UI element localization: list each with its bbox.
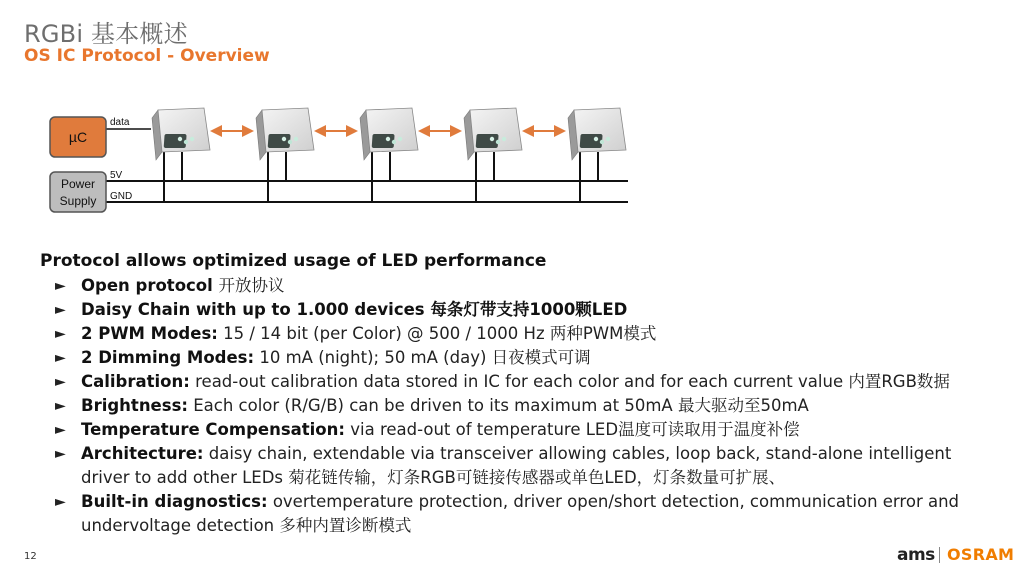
led-module: [464, 108, 522, 202]
feature-list: [55, 274, 1005, 538]
feature-description: 开放协议: [218, 276, 285, 295]
gnd-label: GND: [110, 191, 133, 202]
feature-label: Temperature Compensation:: [81, 420, 345, 439]
feature-item: [55, 418, 1005, 442]
feature-item: [55, 370, 1005, 394]
v5-label: 5V: [110, 170, 123, 181]
feature-description: via read-out of temperature LED温度可读取用于温度补偿: [345, 420, 800, 439]
feature-item: [55, 490, 1005, 538]
led-lens: [580, 134, 603, 148]
feature-label: Calibration:: [81, 372, 190, 391]
led-chip: [490, 137, 494, 141]
bullet-arrow-icon: ►: [55, 326, 66, 342]
led-chip: [190, 137, 194, 141]
feature-description: 15 / 14 bit (per Color) @ 500 / 1000 Hz 两种PWM模式: [217, 324, 657, 343]
led-chip: [606, 137, 610, 141]
content-heading: Protocol allows optimized usage of LED performance: [40, 251, 547, 271]
slide-title: RGBi 基本概述: [24, 20, 188, 48]
bullet-arrow-icon: ►: [55, 278, 66, 294]
led-module: [256, 108, 314, 202]
daisy-chain-diagram: [0, 0, 1018, 240]
page-number: 12: [24, 551, 37, 562]
feature-item: [55, 346, 1005, 370]
led-chip: [600, 140, 604, 144]
led-lens: [372, 134, 395, 148]
led-chip: [398, 137, 402, 141]
bullet-arrow-icon: ►: [55, 350, 66, 366]
led-chip: [282, 137, 286, 141]
bullet-arrow-icon: ►: [55, 494, 66, 510]
led-chip: [392, 140, 396, 144]
led-chip: [184, 140, 188, 144]
ams-logo: ams: [897, 545, 935, 565]
microcontroller-label: µC: [68, 129, 88, 145]
osram-logo: OSRAM: [947, 545, 1015, 564]
led-lens: [476, 134, 499, 148]
bullet-arrow-icon: ►: [55, 374, 66, 390]
data-label: data: [110, 117, 130, 128]
led-lens: [164, 134, 187, 148]
power-supply-label-2: Supply: [59, 194, 97, 208]
feature-label: Architecture:: [81, 444, 204, 463]
feature-label: Built-in diagnostics:: [81, 492, 268, 511]
power-supply-label-1: Power: [60, 177, 96, 191]
bullet-arrow-icon: ►: [55, 422, 66, 438]
led-module: [152, 108, 210, 202]
bullet-arrow-icon: ►: [55, 446, 66, 462]
feature-description: 10 mA (night); 50 mA (day) 日夜模式可调: [254, 348, 591, 367]
feature-description: daisy chain, extendable via transceiver allowing cables, loop back, stand-alone intelligent driver to add other LEDs 菊花链传输，灯条RGB可链接传感器或单色LED，灯条数量可扩展、: [81, 444, 952, 487]
feature-label: 2 Dimming Modes:: [81, 348, 255, 367]
feature-item: [55, 394, 1005, 418]
feature-label: Open protocol: [81, 276, 219, 295]
led-module: [360, 108, 418, 202]
feature-label: 2 PWM Modes:: [81, 324, 218, 343]
led-chip: [294, 137, 298, 141]
led-module: [568, 108, 626, 202]
feature-label: Brightness:: [81, 396, 188, 415]
feature-description: Each color (R/G/B) can be driven to its maximum at 50mA 最大驱动至50mA: [188, 396, 809, 415]
logo-divider: [939, 547, 940, 563]
bullet-arrow-icon: ►: [55, 302, 66, 318]
led-chip: [496, 140, 500, 144]
slide-subtitle: OS IC Protocol - Overview: [24, 46, 270, 66]
feature-description: read-out calibration data stored in IC for each color and for each current value 内置RGB数据: [189, 372, 950, 391]
feature-item: [55, 322, 1005, 346]
bullet-arrow-icon: ►: [55, 398, 66, 414]
led-chip: [288, 140, 292, 144]
led-lens: [268, 134, 291, 148]
feature-description: overtemperature protection, driver open/short detection, communication error and undervoltage detection 多种内置诊断模式: [81, 492, 960, 535]
led-chip: [502, 137, 506, 141]
led-chip: [178, 137, 182, 141]
feature-item: [55, 274, 1005, 298]
feature-item: [55, 442, 1005, 490]
feature-label: Daisy Chain with up to 1.000 devices 每条灯带支持1000颗LED: [81, 300, 628, 319]
led-chip: [386, 137, 390, 141]
feature-item: [55, 298, 1005, 322]
led-chip: [594, 137, 598, 141]
